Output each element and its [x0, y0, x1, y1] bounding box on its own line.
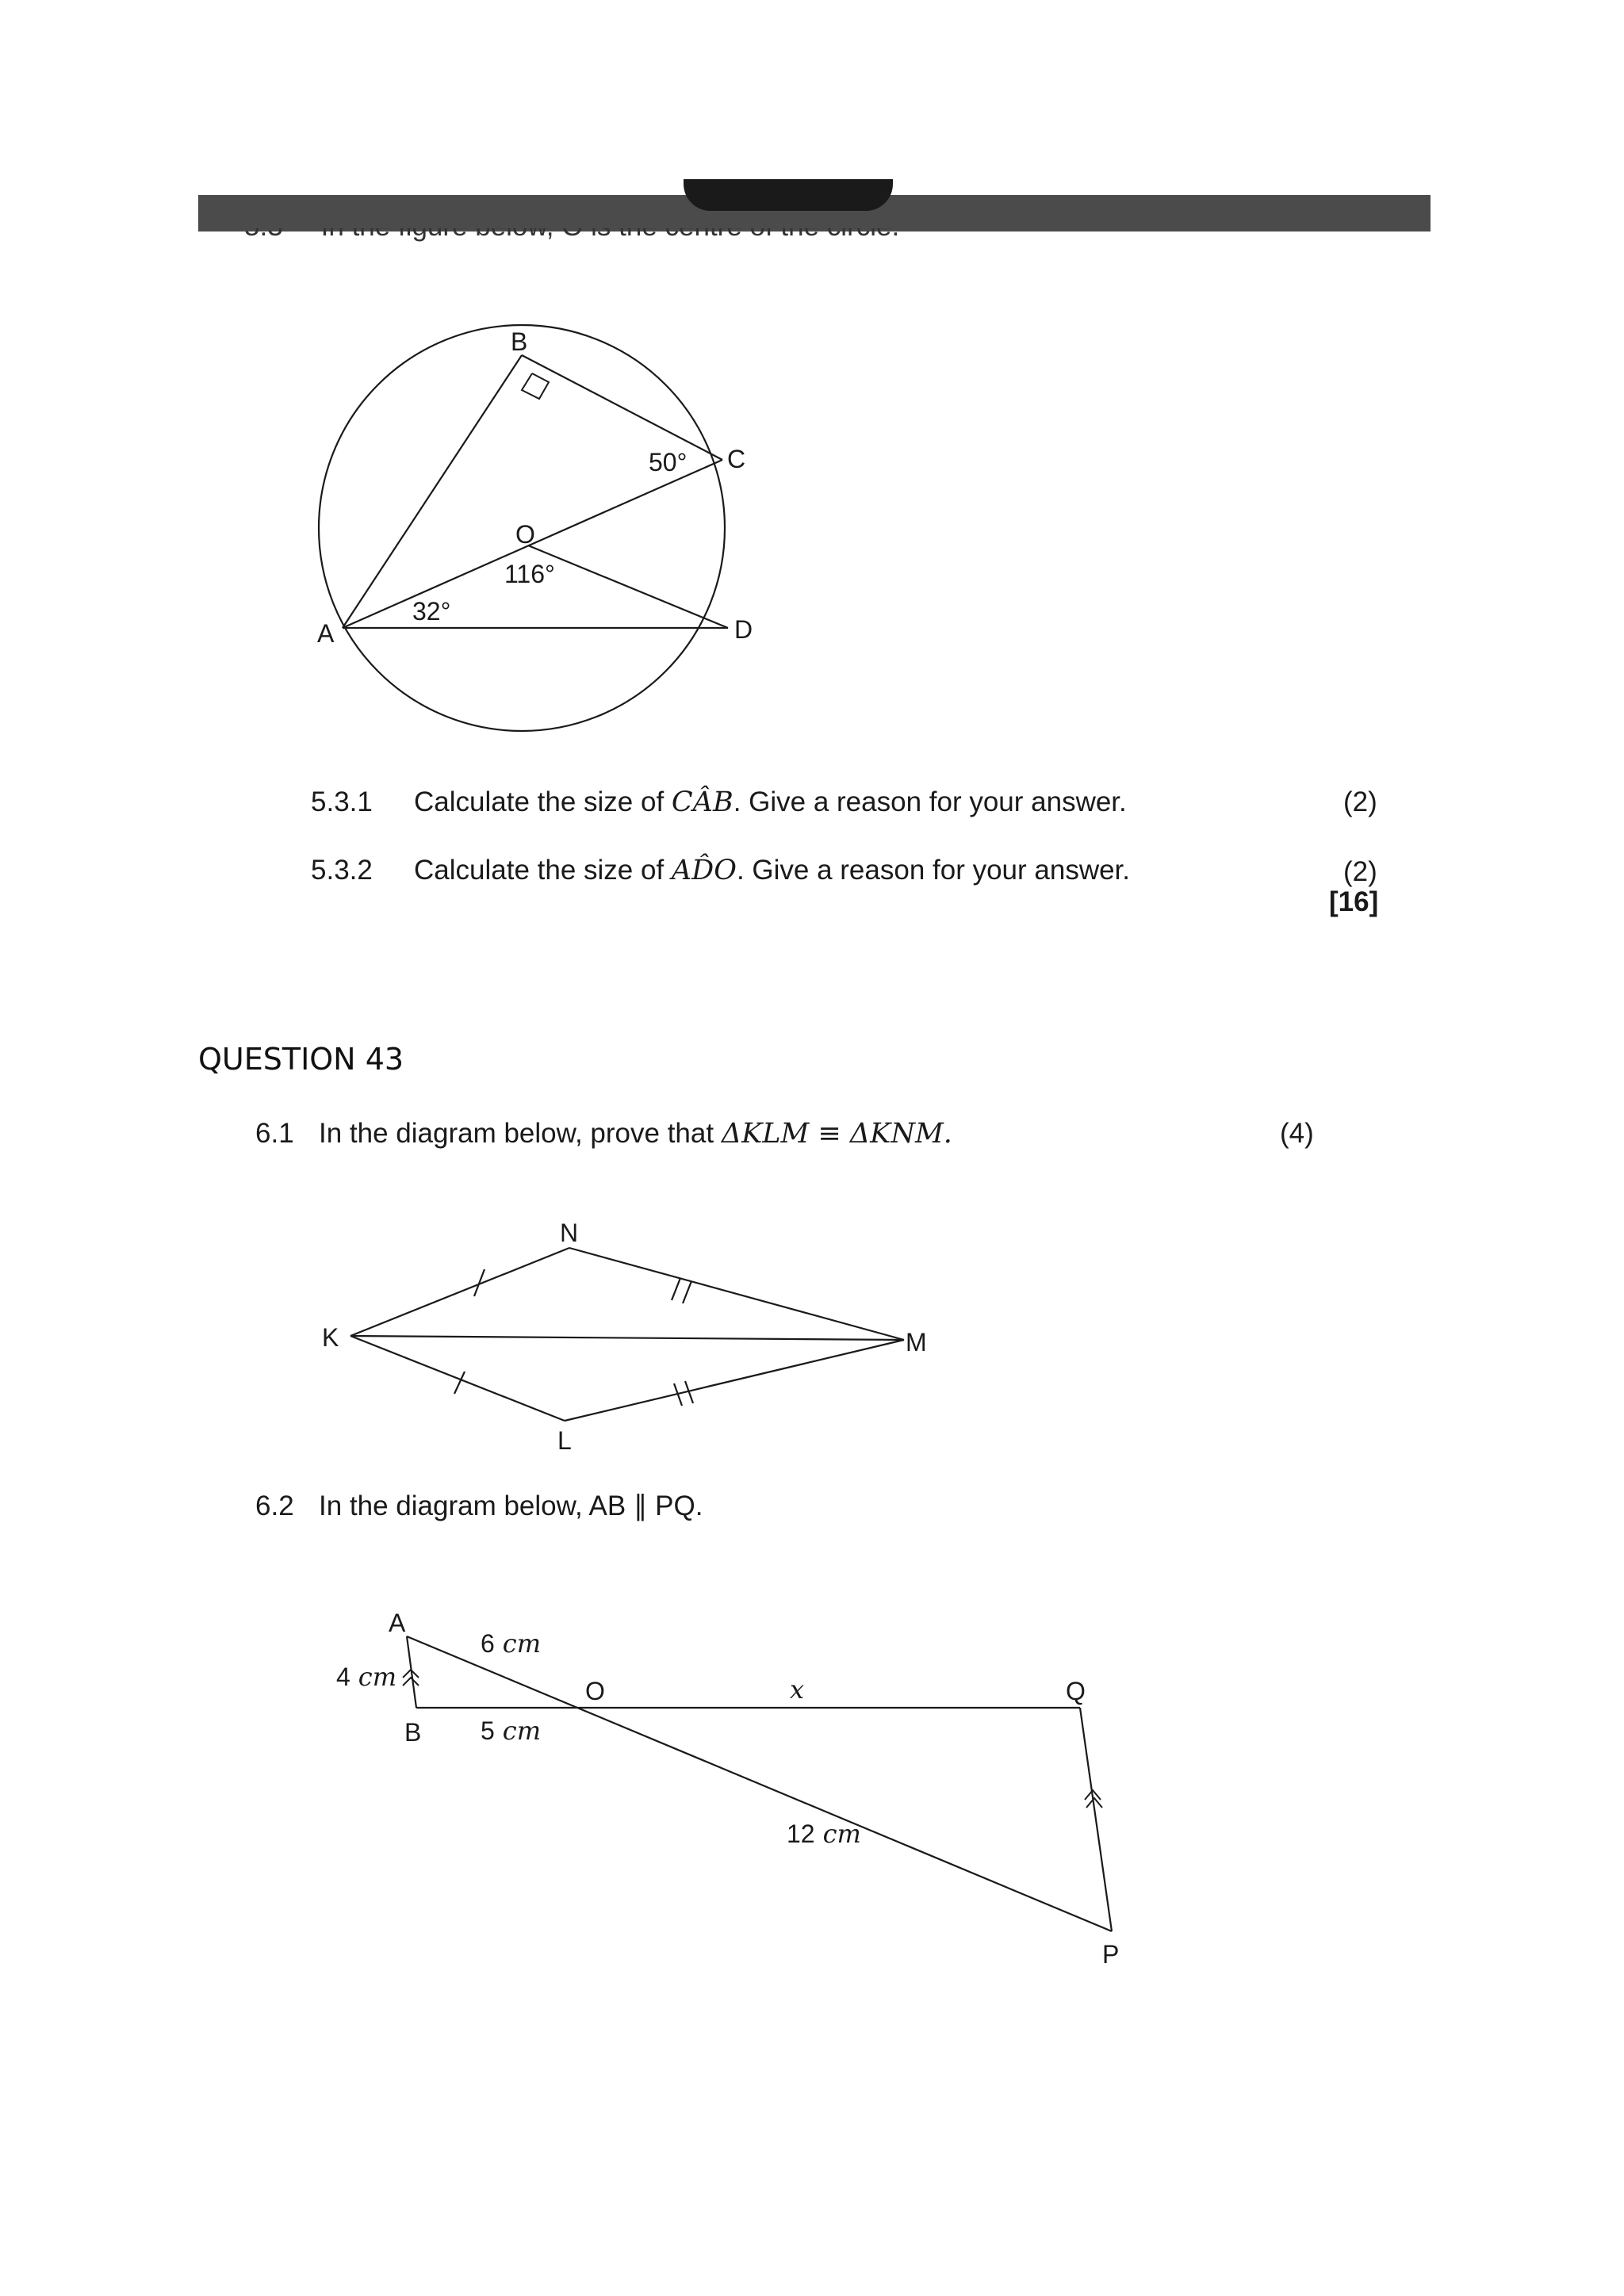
length-ao: 6 cm: [481, 1628, 542, 1659]
marks-5-3-1: (2): [1343, 786, 1377, 817]
chord-bc: [522, 355, 722, 460]
side-kl: [350, 1336, 565, 1421]
side-lm: [565, 1340, 904, 1421]
question-5-3-2-text: Calculate the size of AD̂O. Give a reason for your answer.: [414, 855, 1131, 886]
side-nm: [569, 1248, 904, 1340]
label-b2: B: [404, 1718, 422, 1747]
label-q: Q: [1066, 1677, 1086, 1705]
chord-ab: [343, 355, 522, 628]
label-b: B: [511, 327, 528, 356]
label-l: L: [557, 1426, 572, 1455]
angle-label-o: 116°: [504, 560, 555, 588]
segment-qp: [1080, 1708, 1112, 1931]
label-k: K: [322, 1323, 339, 1352]
length-bo: 5 cm: [481, 1716, 542, 1746]
marks-5-3-2: (2): [1343, 856, 1377, 887]
total-marks: [16]: [1329, 886, 1379, 917]
marks-6-1: (4): [1280, 1118, 1314, 1149]
label-a: A: [317, 619, 335, 648]
kite-figure: [350, 1248, 904, 1421]
double-tick-nm-2: [683, 1281, 691, 1303]
tick-kl: [454, 1372, 465, 1394]
angle-expression-cab: CÂB: [671, 786, 733, 818]
length-oq: x: [790, 1674, 805, 1705]
angle-expression-ado: AD̂O: [671, 855, 737, 886]
label-o2: O: [585, 1677, 605, 1705]
length-op: 12 cm: [787, 1819, 861, 1849]
length-ab: 4 cm: [336, 1662, 397, 1692]
question-5-3-1-text: Calculate the size of CÂB. Give a reason for your answer.: [414, 786, 1127, 818]
diagonal-km: [350, 1336, 904, 1340]
question-6-1-number: 6.1: [255, 1118, 294, 1149]
label-p: P: [1102, 1940, 1120, 1969]
label-m: M: [906, 1328, 927, 1357]
label-o: O: [515, 520, 535, 549]
right-angle-marker: [522, 373, 549, 399]
segment-ap: [407, 1636, 1112, 1931]
question-5-3-1-number: 5.3.1: [311, 786, 373, 817]
angle-label-a: 32°: [412, 597, 451, 626]
line-od: [528, 545, 728, 628]
label-a2: A: [389, 1609, 406, 1637]
question-6-1-text: In the diagram below, prove that ΔKLM ≡ ΔKNM.: [319, 1118, 952, 1150]
double-tick-nm-1: [672, 1278, 680, 1300]
triangles-figure: [403, 1636, 1112, 1931]
label-c: C: [727, 445, 746, 473]
congruence-expression: ΔKLM ≡ ΔKNM.: [721, 1118, 952, 1150]
side-kn: [350, 1248, 569, 1336]
question-43-heading: QUESTION 43: [198, 1042, 404, 1077]
label-d: D: [734, 615, 753, 644]
label-n: N: [560, 1219, 579, 1247]
parallel-arrow-ab-2: [403, 1678, 419, 1686]
question-6-2-text: In the diagram below, AB ∥ PQ.: [319, 1490, 703, 1521]
angle-label-c: 50°: [649, 448, 688, 476]
question-6-2-number: 6.2: [255, 1490, 294, 1521]
question-5-3-2-number: 5.3.2: [311, 855, 373, 886]
